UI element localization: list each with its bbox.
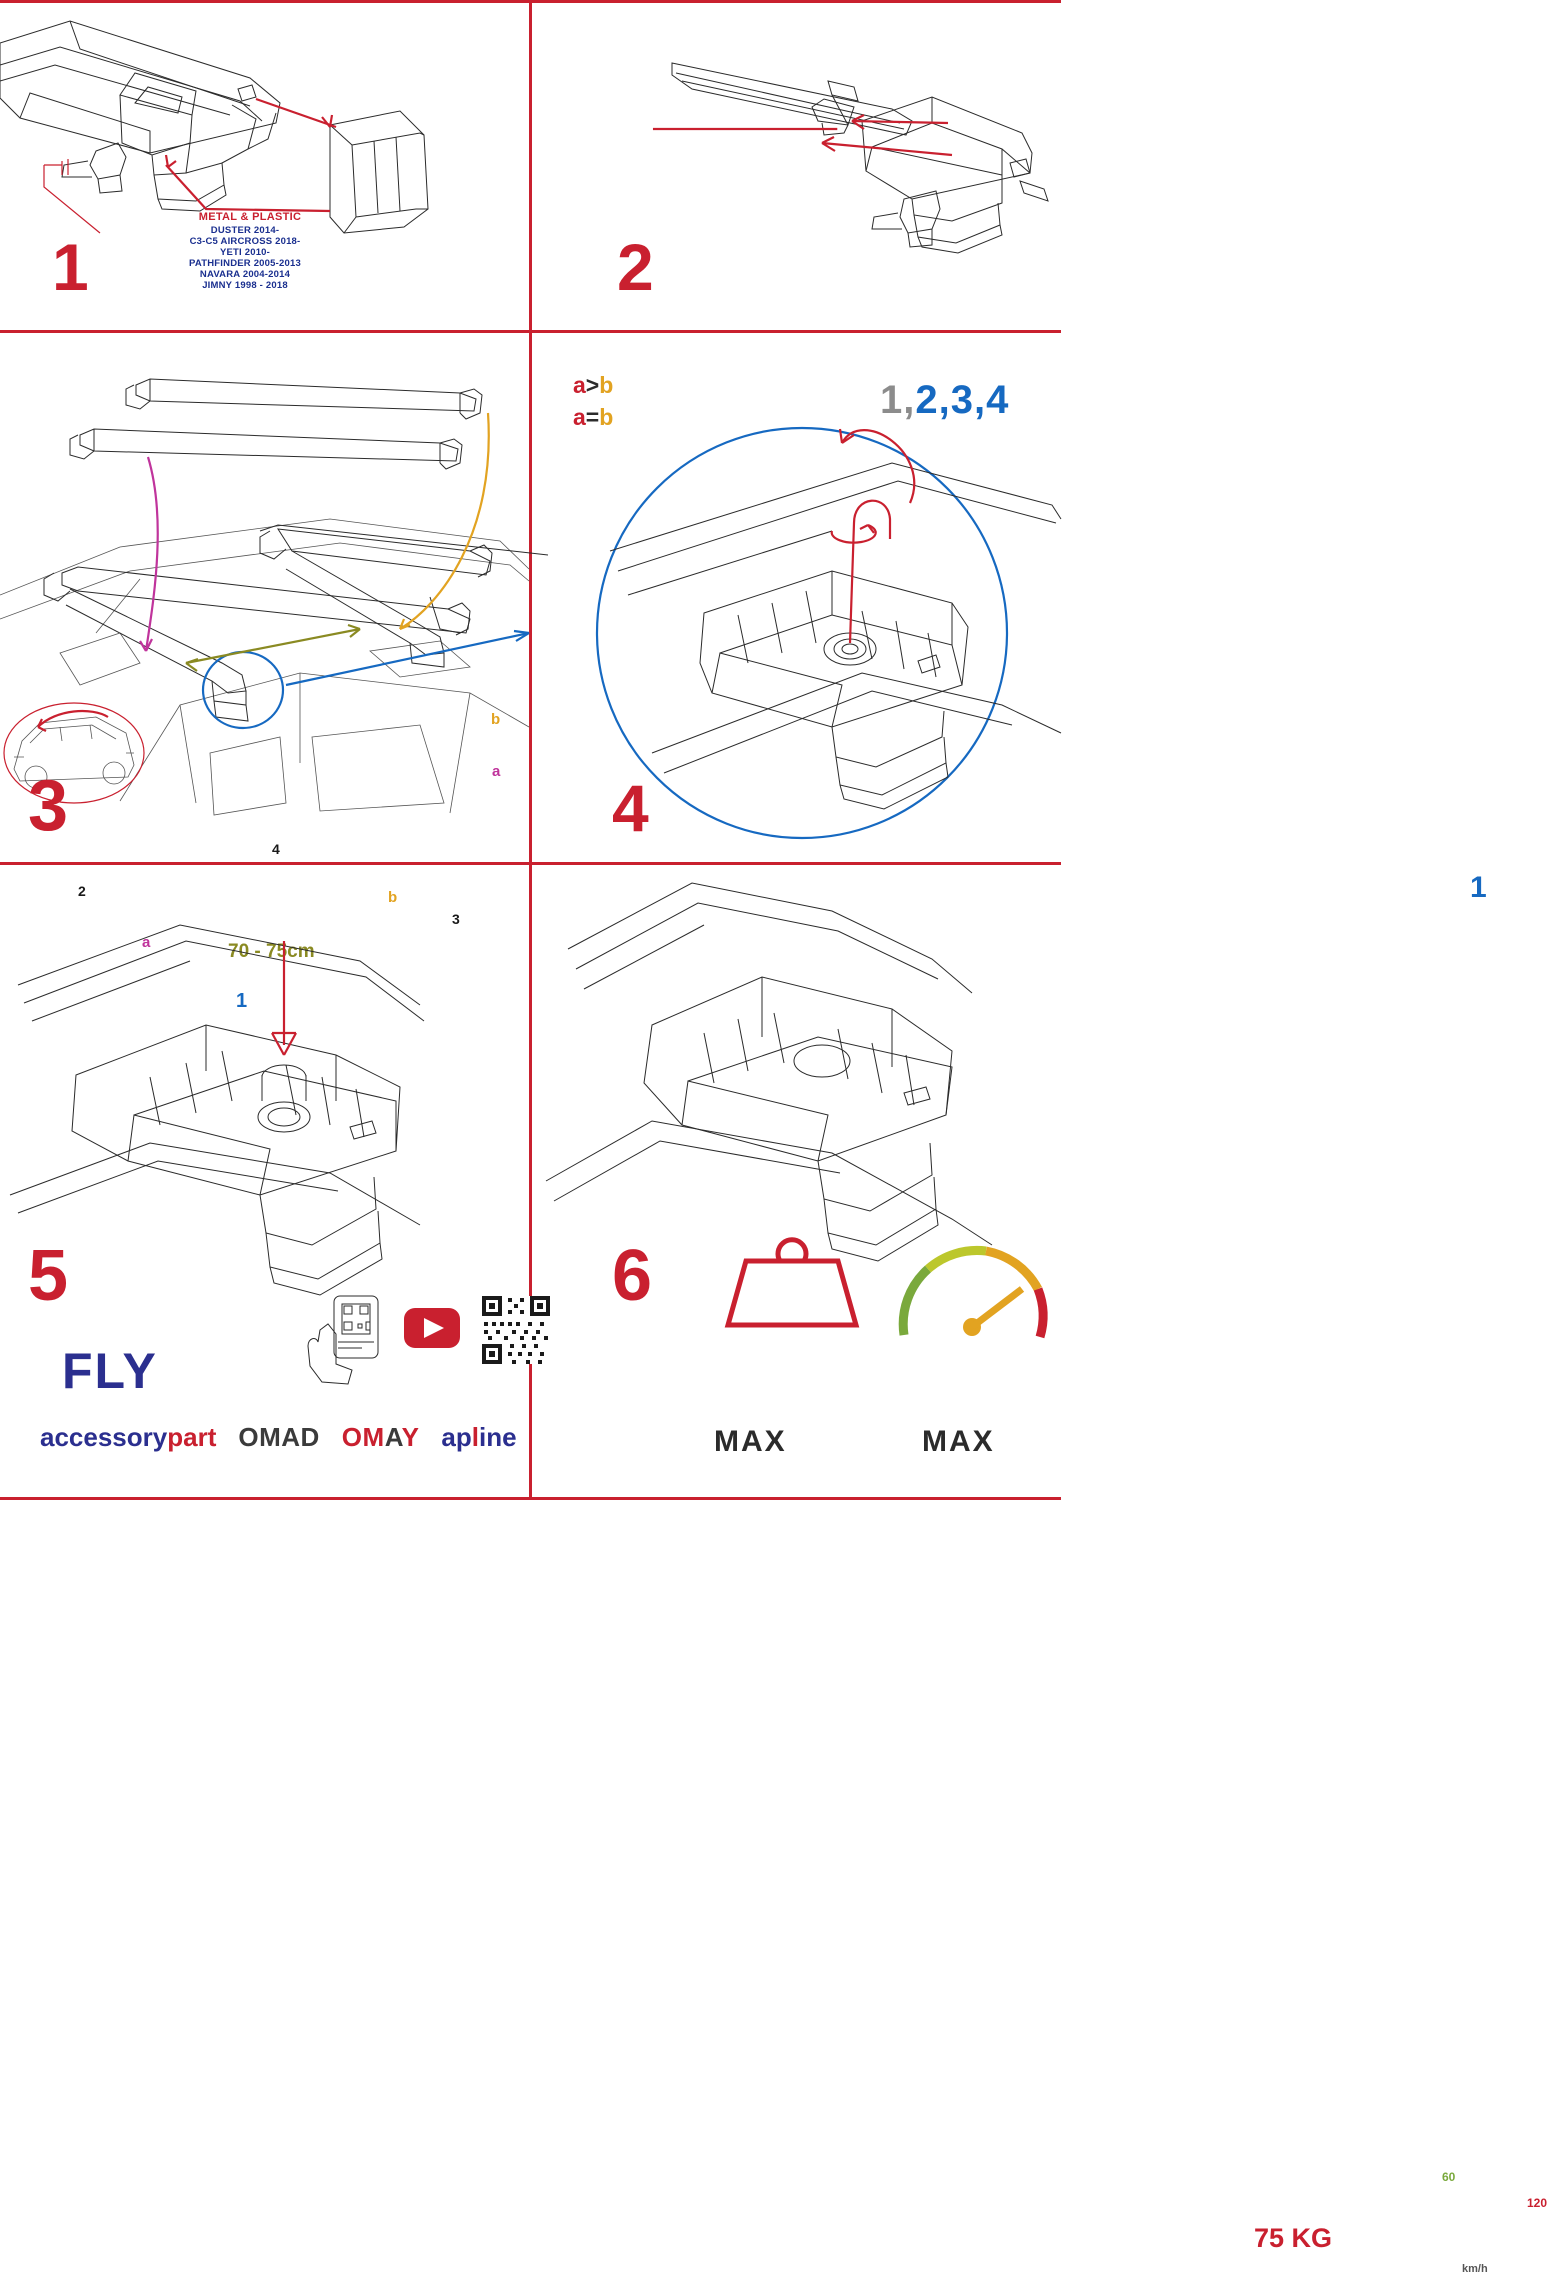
- hook-tool: [850, 501, 890, 643]
- label-bar-2: 2: [78, 883, 86, 899]
- label-a-top: a: [492, 763, 501, 780]
- label-b-top: b: [491, 711, 501, 728]
- vehicle-item: PATHFINDER 2005-2013: [189, 258, 301, 269]
- label-circle-1: 1: [236, 990, 248, 1012]
- brand-omay: [342, 1422, 420, 1453]
- sequence-label: [880, 378, 1009, 423]
- curve-a: [146, 457, 158, 651]
- speedometer-icon: [903, 1250, 1043, 1337]
- step-number-4: 4: [612, 771, 649, 845]
- speed-tick-min: 60: [1442, 2170, 1456, 2184]
- zoom-circle: [597, 428, 1007, 838]
- panel-step-6: [532, 865, 1547, 2275]
- distance-arrow: [186, 629, 360, 663]
- sequence-arrow: [842, 430, 914, 503]
- weight-limit-value: 75 KG: [1253, 2223, 1333, 2253]
- compare-op: >: [585, 372, 600, 398]
- step-number-3: 3: [28, 766, 69, 846]
- compare-a: a: [573, 372, 586, 398]
- panel-step-2: [532, 3, 1061, 330]
- sequence-part-1: 1,: [880, 378, 916, 422]
- qr-scan-hand-icon: [308, 1296, 378, 1384]
- speed-max-label: MAX: [922, 1425, 995, 1458]
- label-bar-4: 4: [272, 841, 280, 857]
- vehicle-item: YETI 2010-: [219, 247, 271, 258]
- curve-b: [400, 413, 489, 629]
- compare-a: a: [573, 404, 586, 430]
- brand-accessorypart-part2: part: [167, 1421, 217, 1452]
- brand-fly: FLY: [62, 1343, 158, 1399]
- vehicle-item: JIMNY 1998 - 2018: [202, 280, 288, 291]
- panel-step-3: [0, 333, 529, 1012]
- speed-unit-label: km/h: [1462, 2263, 1488, 2275]
- brand-apline-part2: l: [471, 1421, 479, 1452]
- step-number-6: 6: [612, 1236, 653, 1316]
- compare-b: b: [599, 372, 614, 398]
- step6-illustration: [532, 865, 1061, 1497]
- weight-max-label: MAX: [714, 1425, 787, 1458]
- brand-row: [40, 1415, 520, 1459]
- panel-step-5: [0, 865, 529, 1497]
- step3-illustration: [0, 333, 529, 862]
- step2-illustration: [532, 3, 1061, 330]
- brand-omay-part1: OM: [341, 1421, 385, 1452]
- vehicle-item: NAVARA 2004-2014: [199, 269, 291, 280]
- label-distance: 70 - 75cm: [228, 941, 315, 962]
- metal-plastic-label: METAL & PLASTIC: [198, 211, 302, 223]
- brand-accessorypart-part1: accessory: [40, 1421, 168, 1452]
- car-direction-arrow: [38, 711, 108, 727]
- brand-omad: OMAD: [238, 1421, 320, 1452]
- label-a-low: a: [142, 934, 151, 951]
- brand-apline-part3: ine: [479, 1421, 517, 1452]
- weight-limit-icon: [728, 1240, 856, 1325]
- detail-circle-1: [203, 652, 283, 728]
- car-inset-circle: [4, 703, 144, 803]
- brand-omay-part3: Y: [401, 1421, 420, 1452]
- label-b-low: b: [388, 889, 398, 906]
- compare-op: =: [585, 404, 600, 430]
- compare-b: b: [599, 404, 614, 430]
- step5-illustration: [0, 865, 529, 1497]
- step-number-2: 2: [617, 230, 654, 304]
- vehicle-item: C3-C5 AIRCROSS 2018-: [189, 236, 301, 247]
- sequence-part-2: 2,3,4: [915, 378, 1010, 422]
- brand-omay-part2: A: [384, 1421, 402, 1452]
- brand-apline-part1: ap: [441, 1421, 472, 1452]
- step-number-5: 5: [28, 1236, 69, 1316]
- speed-tick-max: 120: [1527, 2196, 1547, 2210]
- label-bar-3: 3: [452, 911, 460, 927]
- zoom-link-arrow: [286, 633, 529, 685]
- vehicle-compatibility-list: [120, 225, 370, 291]
- divider-bottom: [0, 1497, 1061, 1500]
- label-callout-1: 1: [1470, 871, 1487, 904]
- brand-apline: [441, 1422, 516, 1453]
- brand-accessorypart: [40, 1422, 216, 1453]
- vehicle-item: DUSTER 2014-: [210, 225, 280, 236]
- youtube-icon: [404, 1308, 460, 1348]
- step-number-1: 1: [52, 230, 89, 304]
